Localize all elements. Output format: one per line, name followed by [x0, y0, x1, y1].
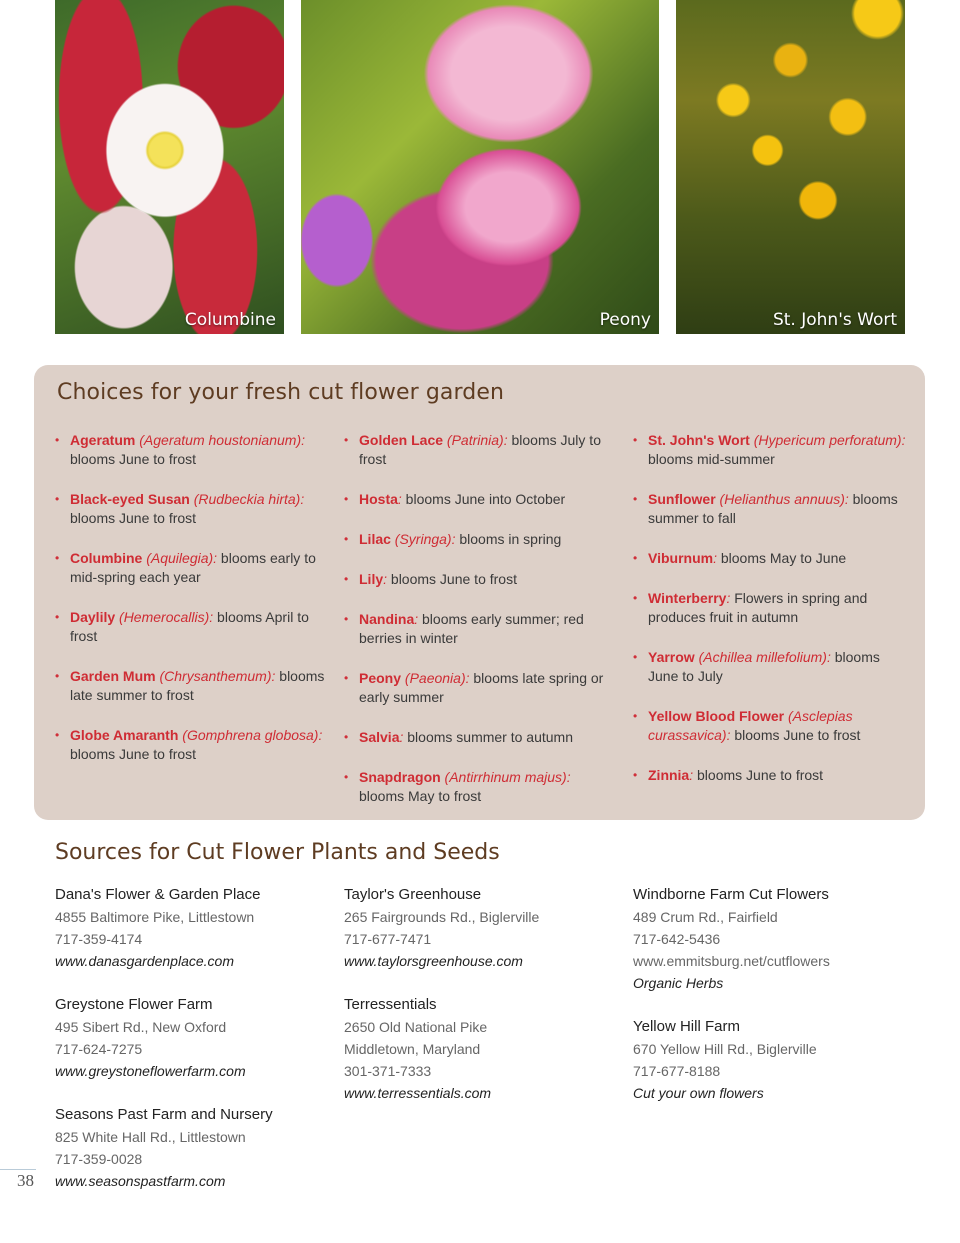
list-item: • Daylily (Hemerocallis): blooms April to frost: [55, 608, 330, 646]
source-address: 495 Sibert Rd., New Oxford: [55, 1019, 227, 1035]
list-item: • Lilac (Syringa): blooms in spring: [344, 530, 619, 549]
source-city: Middletown, Maryland: [344, 1041, 481, 1057]
list-item: • Garden Mum (Chrysanthemum): blooms late summer to frost: [55, 667, 330, 705]
source-address: 4855 Baltimore Pike, Littlestown: [55, 909, 255, 925]
source-website-link[interactable]: www.terressentials.com: [344, 1085, 492, 1101]
choices-column-2: [344, 431, 619, 806]
source-phone: 717-359-4174: [55, 931, 143, 947]
source-address: 265 Fairgrounds Rd., Biglerville: [344, 909, 540, 925]
columbine-photo: [55, 0, 284, 334]
list-item: • Winterberry: Flowers in spring and produces fruit in autumn: [633, 589, 908, 627]
list-item: • Salvia: blooms summer to autumn: [344, 728, 619, 747]
source-entry: [633, 884, 913, 994]
source-phone: 717-359-0028: [55, 1151, 143, 1167]
list-item: • Yarrow (Achillea millefolium): blooms June to July: [633, 648, 908, 686]
list-item: • St. John's Wort (Hypericum perforatum): blooms mid-summer: [633, 431, 908, 469]
source-phone: 717-642-5436: [633, 931, 721, 947]
list-item: • Yellow Blood Flower (Asclepias curassavica): blooms June to frost: [633, 707, 908, 745]
source-note: Cut your own flowers: [633, 1085, 764, 1101]
photo-caption: Peony: [599, 310, 651, 330]
page-number: 38: [17, 1171, 34, 1190]
list-item: • Hosta: blooms June into October: [344, 490, 619, 509]
source-name: Windborne Farm Cut Flowers: [633, 886, 829, 903]
source-website-link[interactable]: www.greystoneflowerfarm.com: [55, 1063, 246, 1079]
source-address: 825 White Hall Rd., Littlestown: [55, 1129, 246, 1145]
source-address: 489 Crum Rd., Fairfield: [633, 909, 778, 925]
source-website-link[interactable]: www.taylorsgreenhouse.com: [344, 953, 523, 969]
list-item: • Golden Lace (Patrinia): blooms July to frost: [344, 431, 619, 469]
list-item: • Snapdragon (Antirrhinum majus): blooms May to frost: [344, 768, 619, 806]
source-website-link[interactable]: www.danasgardenplace.com: [55, 953, 234, 969]
source-entry: [55, 884, 335, 972]
source-name: Dana's Flower & Garden Place: [55, 886, 261, 903]
list-item: • Viburnum: blooms May to June: [633, 549, 908, 568]
source-phone: 717-624-7275: [55, 1041, 143, 1057]
list-item: • Peony (Paeonia): blooms late spring or early summer: [344, 669, 619, 707]
source-name: Greystone Flower Farm: [55, 996, 213, 1013]
st-johns-wort-photo: [676, 0, 905, 334]
peony-photo: [301, 0, 659, 334]
source-entry: [344, 994, 624, 1104]
source-phone: 717-677-7471: [344, 931, 432, 947]
source-phone: 301-371-7333: [344, 1063, 432, 1079]
list-item: • Black-eyed Susan (Rudbeckia hirta): blooms June to frost: [55, 490, 330, 528]
source-address: 2650 Old National Pike: [344, 1019, 488, 1035]
source-phone: 717-677-8188: [633, 1063, 721, 1079]
source-name: Terressentials: [344, 996, 437, 1013]
source-entry: [55, 994, 335, 1082]
source-entry: [55, 1104, 335, 1192]
choices-column-1: [55, 431, 330, 764]
photo-caption: Columbine: [184, 310, 276, 330]
list-item: • Ageratum (Ageratum houstonianum): blooms June to frost: [55, 431, 330, 469]
choices-title: Choices for your fresh cut flower garden: [57, 380, 504, 405]
source-website-link[interactable]: www.seasonspastfarm.com: [55, 1173, 226, 1189]
source-website-link[interactable]: www.emmitsburg.net/cutflowers: [633, 953, 830, 969]
source-name: Seasons Past Farm and Nursery: [55, 1106, 273, 1123]
list-item: • Globe Amaranth (Gomphrena globosa): blooms June to frost: [55, 726, 330, 764]
source-address: 670 Yellow Hill Rd., Biglerville: [633, 1041, 817, 1057]
choices-column-3: [633, 431, 908, 785]
source-note: Organic Herbs: [633, 975, 724, 991]
source-name: Taylor's Greenhouse: [344, 886, 482, 903]
source-entry: [344, 884, 624, 972]
list-item: • Lily: blooms June to frost: [344, 570, 619, 589]
source-entry: [633, 1016, 913, 1104]
list-item: • Sunflower (Helianthus annuus): blooms summer to fall: [633, 490, 908, 528]
list-item: • Zinnia: blooms June to frost: [633, 766, 908, 785]
list-item: • Nandina: blooms early summer; red berries in winter: [344, 610, 619, 648]
page-divider: [0, 1169, 36, 1170]
sources-title: Sources for Cut Flower Plants and Seeds: [55, 840, 500, 865]
photo-caption: St. John's Wort: [772, 310, 897, 330]
list-item: • Columbine (Aquilegia): blooms early to mid-spring each year: [55, 549, 330, 587]
source-name: Yellow Hill Farm: [633, 1018, 740, 1035]
